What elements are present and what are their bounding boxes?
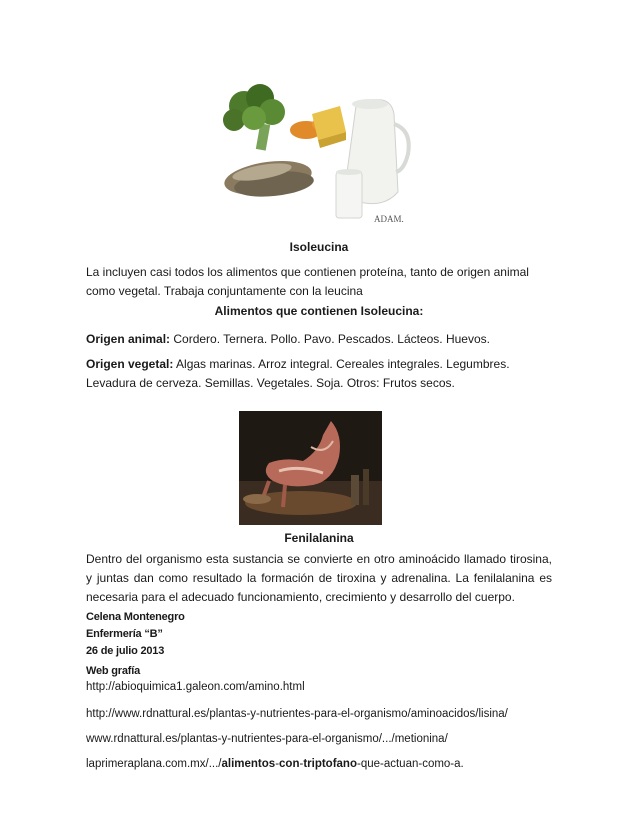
link-bold-alimentos: alimentos — [221, 758, 276, 770]
reference-link-triptofano[interactable] — [86, 756, 464, 772]
webgrafia-heading: Web grafía — [86, 665, 141, 677]
link-dash: - — [299, 758, 304, 770]
origen-animal-text: Cordero. Ternera. Pollo. Pavo. Pescados. Lácteos. Huevos. — [170, 332, 490, 346]
link-bold-con: con — [279, 758, 300, 770]
adam-watermark: ADAM. — [374, 214, 404, 224]
reference-link[interactable]: http://www.rdnattural.es/plantas-y-nutrientes-para-el-organismo/aminoacidos/lisina/ — [86, 708, 508, 720]
fenilalanina-title: Fenilalanina — [284, 531, 354, 545]
fenilalanina-text: Dentro del organismo esta sustancia se convierte en otro aminoácido llamado tirosina, y juntas dan como resultado la formación de tiroxina y adrenalina. La fenilalanina es necesaria para el adecuado funcionamiento, crecimiento y desarrollo del cuerpo. — [86, 552, 552, 604]
isoleucina-subheading: Alimentos que contienen Isoleucina: — [214, 304, 424, 318]
link-dash: - — [275, 758, 280, 770]
author-name: Celena Montenegro — [86, 611, 185, 623]
link-suffix: -que-actuan-como-a. — [356, 758, 464, 770]
origen-vegetal-label: Origen vegetal: — [86, 357, 174, 371]
meat-image — [239, 411, 382, 525]
origen-vegetal-text: Algas marinas. Arroz integral. Cereales integrales. Legumbres. Levadura de cerveza. Semillas. Vegetales. Soja. Otros: Frutos secos. — [86, 357, 510, 390]
origen-animal-label: Origen animal: — [86, 332, 171, 346]
link-prefix: laprimeraplana.com.mx/.../ — [86, 758, 222, 770]
isoleucina-intro: La incluyen casi todos los alimentos que contienen proteína, tanto de origen animal como vegetal. Trabaja conjuntamente con la leucina — [86, 265, 529, 298]
origen-animal-line — [86, 330, 552, 349]
isoleucina-title: Isoleucina — [289, 240, 349, 254]
origen-vegetal-line — [86, 355, 552, 393]
food-image — [214, 84, 420, 230]
link-bold-triptofano: triptofano — [303, 758, 357, 770]
reference-link[interactable]: www.rdnattural.es/plantas-y-nutrientes-para-el-organismo/.../metionina/ — [86, 733, 448, 745]
author-date: 26 de julio 2013 — [86, 645, 165, 657]
author-course: Enfermería “B” — [86, 628, 163, 640]
reference-link[interactable]: http://abioquimica1.galeon.com/amino.html — [86, 681, 305, 693]
